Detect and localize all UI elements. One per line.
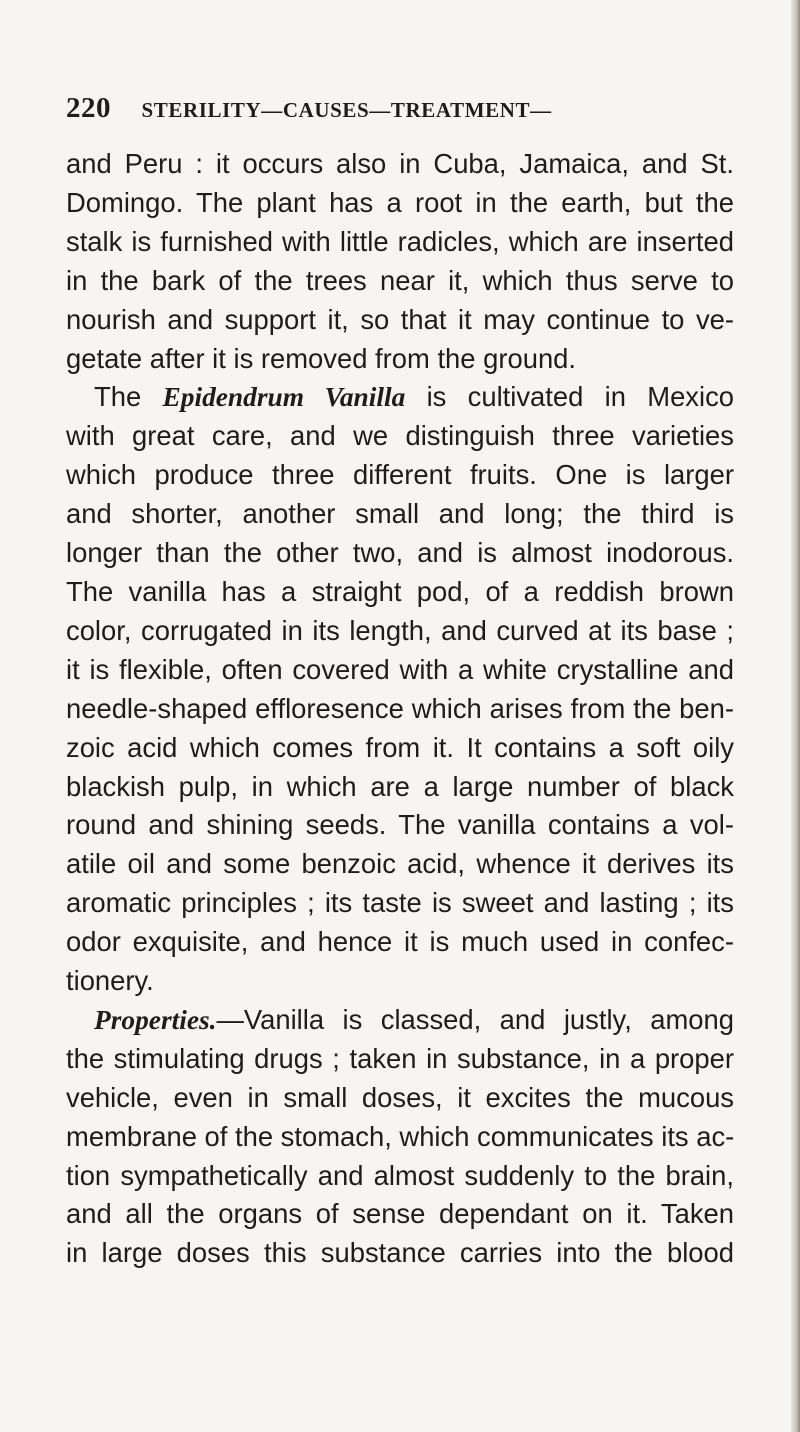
text-line: in the bark of the trees near it, which thus serve to (66, 264, 734, 296)
text-line: and all the organs of sense dependant on it. Taken (66, 1198, 734, 1230)
page-header (66, 92, 766, 132)
line-text: is cultivated in Mexico (405, 381, 735, 413)
paragraph-start-line (66, 1001, 734, 1040)
paragraph-start-line (66, 378, 734, 417)
line-text: The (94, 381, 163, 413)
text-line: zoic acid which comes from it. It contains a soft oily (66, 731, 734, 763)
text-line: stalk is furnished with little radicles, which are inserted (66, 225, 734, 257)
text-line: needle-shaped effloresence which arises from the ben- (66, 692, 734, 724)
text-line: getate after it is removed from the ground. (66, 342, 577, 374)
text-line: longer than the other two, and is almost inodorous. (66, 537, 734, 569)
text-line: and Peru : it occurs also in Cuba, Jamaica, and St. (66, 148, 734, 179)
text-line: atile oil and some benzoic acid, whence it derives its (66, 848, 734, 880)
text-line: in large doses this substance carries into the blood (66, 1237, 734, 1269)
text-line: tion sympathetically and almost suddenly to the brain, (66, 1159, 734, 1191)
text-line: tionery. (66, 965, 154, 997)
text-line: with great care, and we distinguish three varieties (66, 420, 734, 452)
body-text (66, 145, 734, 1273)
running-head: STERILITY—CAUSES—TREATMENT— (141, 98, 552, 122)
text-line: round and shining seeds. The vanilla contains a vol- (66, 809, 734, 841)
text-line: blackish pulp, in which are a large number of black (66, 770, 734, 802)
text-line: vehicle, even in small doses, it excites the mucous (66, 1081, 734, 1113)
italic-term: Epidendrum Vanilla (162, 382, 406, 413)
text-line: the stimulating drugs ; taken in substance, in a proper (66, 1042, 734, 1074)
text-line: membrane of the stomach, which communicates its ac- (66, 1120, 735, 1152)
text-line: The vanilla has a straight pod, of a reddish brown (66, 575, 734, 607)
section-heading-italic: Properties. (94, 1004, 217, 1035)
text-line: odor exquisite, and hence it is much used in confec- (66, 926, 734, 958)
text-line: aromatic principles ; its taste is sweet and lasting ; its (66, 887, 734, 919)
text-line: it is flexible, often covered with a white crystalline and (66, 653, 734, 685)
text-line: color, corrugated in its length, and curved at its base ; (66, 614, 734, 646)
line-text: —Vanilla is classed, and justly, among (216, 1003, 734, 1035)
text-line: which produce three different fruits. One is larger (66, 459, 734, 491)
page-edge (791, 0, 800, 1432)
text-line: Domingo. The plant has a root in the earth, but the (66, 186, 734, 218)
text-line: nourish and support it, so that it may continue to ve- (66, 303, 734, 335)
text-line: and shorter, another small and long; the third is (66, 498, 734, 530)
page-number: 220 (66, 92, 111, 124)
